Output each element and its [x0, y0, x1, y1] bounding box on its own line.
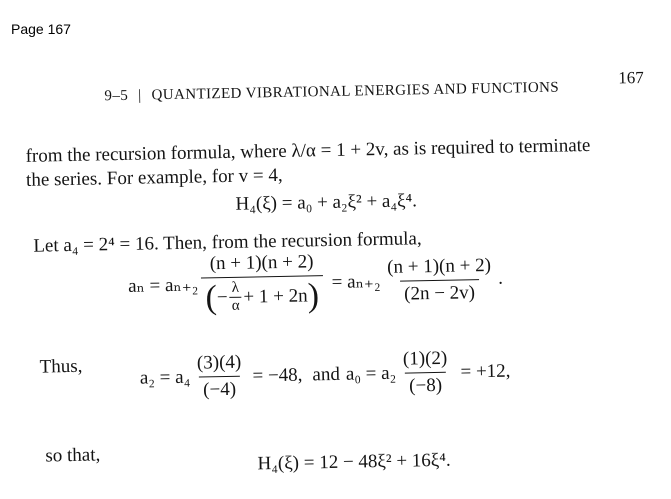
a2-numerator: (3)(4) [196, 351, 242, 374]
fraction-1-numerator: (n + 1)(n + 2) [209, 251, 314, 275]
a0-denominator: (−8) [405, 372, 446, 398]
an-lhs: aₙ = aₙ₊₂ [127, 274, 199, 297]
equation-h4-series: H₄(ξ) = a₀ + a₂ξ² + a₄ξ⁴. [235, 190, 418, 215]
fraction-1-denominator: ( − $\frac{\lambda}{\alpha}$ + 1 + 2n ) [201, 275, 323, 315]
a2-fraction [193, 352, 246, 402]
an-eq2: = aₙ₊₂ [331, 270, 381, 293]
alpha-symbol: α [230, 297, 242, 315]
a0-lhs: a₀ = a₂ [345, 362, 397, 385]
a0-fraction [399, 348, 452, 398]
lambda-symbol: λ [231, 279, 240, 296]
text-line-2: the series. For example, for v = 4, [25, 164, 283, 191]
equation-coefficients [139, 347, 510, 403]
fraction-2-denominator: (2n − 2v) [400, 279, 479, 306]
scanned-page [0, 51, 671, 499]
minus-sign: − [216, 286, 228, 308]
recursion-fraction-2 [383, 254, 496, 305]
page-number: 167 [618, 67, 644, 88]
a2-denominator: (−4) [199, 376, 240, 402]
a2-rhs: = −48, [252, 364, 303, 387]
text-thus: Thus, [39, 355, 83, 378]
equation-h4-final: H₄(ξ) = 12 − 48ξ² + 16ξ⁴. [257, 449, 451, 475]
equation-recursion [128, 248, 504, 317]
fraction-2-numerator: (n + 1)(n + 2) [386, 254, 492, 278]
denominator-rest: + 1 + 2n [243, 284, 308, 308]
text-line-3: Let a₄ = 2⁴ = 16. Then, from the recursion formula, [33, 228, 422, 257]
lambda-over-alpha [229, 280, 242, 315]
page-label: Page 167 [11, 21, 71, 37]
header-separator: | [138, 87, 142, 104]
a2-lhs: a₂ = a₄ [139, 366, 191, 389]
text-line-1: from the recursion formula, where λ/α = 1 + 2v, as is required to terminate [25, 134, 591, 167]
recursion-period: . [497, 267, 504, 289]
a0-rhs: = +12, [460, 360, 511, 383]
chapter-title: QUANTIZED VIBRATIONAL ENERGIES AND FUNCTIONS [151, 79, 560, 104]
and-word: and [312, 363, 341, 385]
section-number: 9–5 [104, 87, 129, 105]
text-so-that: so that, [45, 444, 101, 467]
a0-numerator: (1)(2) [402, 347, 448, 370]
running-header [104, 80, 559, 106]
recursion-fraction-1 [201, 251, 324, 315]
